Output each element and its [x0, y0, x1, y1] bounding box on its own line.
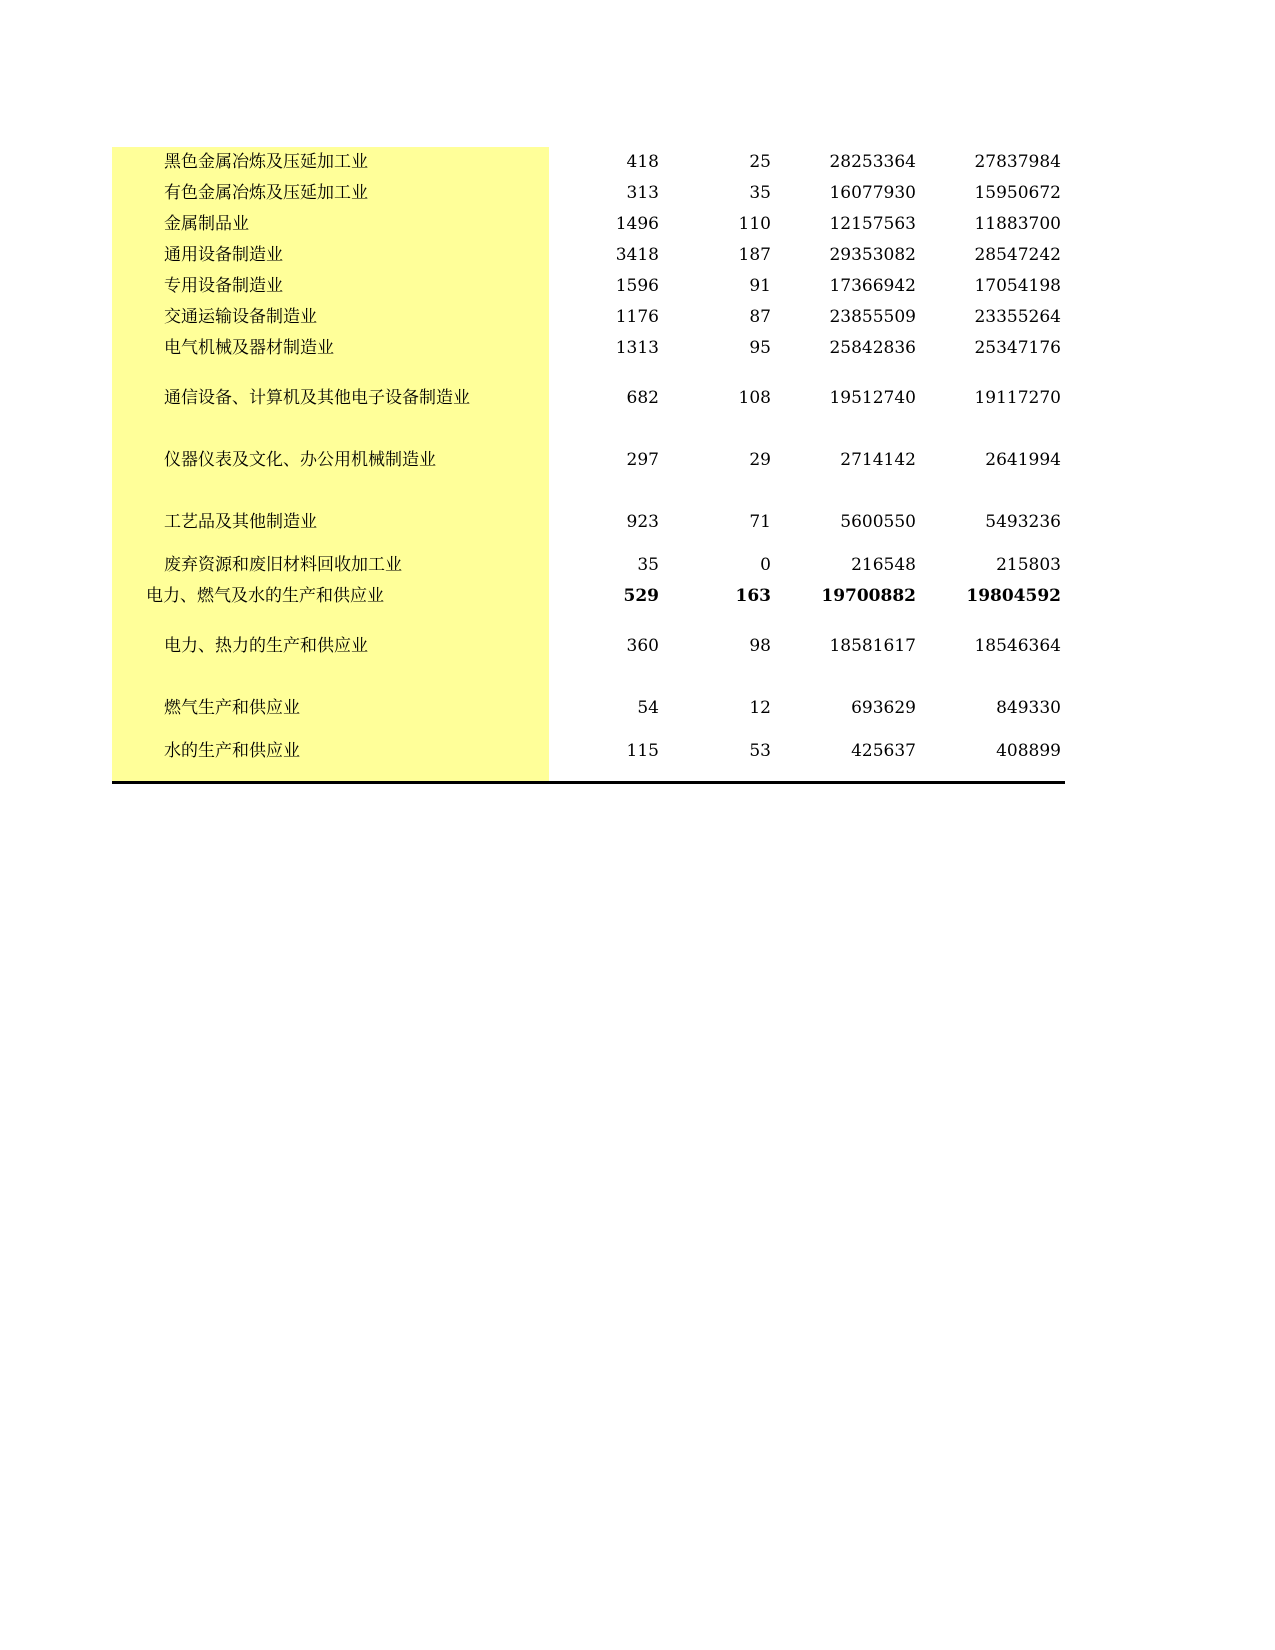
cell-col-2: 187 — [738, 245, 771, 265]
table-row — [112, 550, 1065, 581]
table-row — [112, 612, 1065, 674]
table-row — [112, 271, 1065, 302]
cell-col-3: 19700882 — [821, 586, 916, 606]
cell-col-3: 12157563 — [829, 214, 916, 234]
cell-col-2: 110 — [738, 214, 771, 234]
table-row — [112, 488, 1065, 550]
cell-col-2: 12 — [749, 698, 771, 718]
spreadsheet-table — [112, 147, 1065, 767]
cell-col-1: 115 — [626, 741, 659, 761]
row-label: 黑色金属冶炼及压延加工业 — [164, 152, 368, 172]
table-row — [112, 178, 1065, 209]
cell-col-4: 17054198 — [974, 276, 1061, 296]
cell-col-3: 29353082 — [829, 245, 916, 265]
cell-col-4: 19117270 — [974, 388, 1061, 408]
cell-col-2: 98 — [749, 636, 771, 656]
row-label: 废弃资源和废旧材料回收加工业 — [164, 555, 402, 575]
cell-col-4: 215803 — [996, 555, 1061, 575]
table-row — [112, 333, 1065, 364]
cell-col-3: 16077930 — [829, 183, 916, 203]
table-row — [112, 674, 1065, 736]
cell-col-4: 23355264 — [974, 307, 1061, 327]
cell-col-3: 425637 — [851, 741, 916, 761]
table-row — [112, 426, 1065, 488]
row-label: 电力、燃气及水的生产和供应业 — [146, 586, 384, 606]
table-row — [112, 736, 1065, 767]
cell-col-4: 19804592 — [966, 586, 1061, 606]
row-label: 通信设备、计算机及其他电子设备制造业 — [164, 388, 470, 408]
row-label: 燃气生产和供应业 — [164, 698, 300, 718]
cell-col-3: 693629 — [851, 698, 916, 718]
cell-col-1: 1496 — [615, 214, 659, 234]
cell-col-3: 25842836 — [829, 338, 916, 358]
cell-col-2: 71 — [749, 512, 771, 532]
table-row — [112, 209, 1065, 240]
row-label: 水的生产和供应业 — [164, 741, 300, 761]
cell-col-1: 54 — [637, 698, 659, 718]
row-label: 通用设备制造业 — [164, 245, 283, 265]
row-label: 有色金属冶炼及压延加工业 — [164, 183, 368, 203]
cell-col-2: 29 — [749, 450, 771, 470]
cell-col-4: 15950672 — [974, 183, 1061, 203]
row-label: 工艺品及其他制造业 — [164, 512, 317, 532]
cell-col-2: 108 — [738, 388, 771, 408]
cell-col-2: 53 — [749, 741, 771, 761]
row-label: 交通运输设备制造业 — [164, 307, 317, 327]
cell-col-4: 27837984 — [974, 152, 1061, 172]
row-label: 电力、热力的生产和供应业 — [164, 636, 368, 656]
cell-col-4: 28547242 — [974, 245, 1061, 265]
cell-col-2: 25 — [749, 152, 771, 172]
cell-col-4: 5493236 — [985, 512, 1061, 532]
table-row — [112, 581, 1065, 612]
cell-col-1: 1596 — [615, 276, 659, 296]
cell-col-4: 2641994 — [985, 450, 1061, 470]
row-label: 金属制品业 — [164, 214, 249, 234]
cell-col-1: 35 — [637, 555, 659, 575]
cell-col-1: 682 — [626, 388, 659, 408]
cell-col-1: 1176 — [615, 307, 659, 327]
cell-col-3: 216548 — [851, 555, 916, 575]
cell-col-4: 408899 — [996, 741, 1061, 761]
table-body — [112, 147, 1065, 767]
cell-col-3: 17366942 — [829, 276, 916, 296]
table-row — [112, 302, 1065, 333]
cell-col-1: 418 — [626, 152, 659, 172]
cell-col-3: 28253364 — [829, 152, 916, 172]
cell-col-3: 18581617 — [829, 636, 916, 656]
cell-col-4: 25347176 — [974, 338, 1061, 358]
cell-col-1: 360 — [626, 636, 659, 656]
cell-col-1: 3418 — [615, 245, 659, 265]
cell-col-2: 0 — [760, 555, 771, 575]
row-label: 仪器仪表及文化、办公用机械制造业 — [164, 450, 436, 470]
cell-col-3: 2714142 — [840, 450, 916, 470]
cell-col-2: 91 — [749, 276, 771, 296]
cell-col-3: 5600550 — [840, 512, 916, 532]
cell-col-4: 11883700 — [974, 214, 1061, 234]
cell-col-3: 23855509 — [829, 307, 916, 327]
cell-col-1: 1313 — [615, 338, 659, 358]
table-row — [112, 240, 1065, 271]
cell-col-2: 163 — [735, 586, 771, 606]
cell-col-4: 849330 — [996, 698, 1061, 718]
table-row — [112, 364, 1065, 426]
cell-col-2: 87 — [749, 307, 771, 327]
row-label: 专用设备制造业 — [164, 276, 283, 296]
cell-col-3: 19512740 — [829, 388, 916, 408]
cell-col-1: 923 — [626, 512, 659, 532]
cell-col-1: 297 — [626, 450, 659, 470]
table-row — [112, 147, 1065, 178]
cell-col-2: 35 — [749, 183, 771, 203]
cell-col-1: 529 — [623, 586, 659, 606]
cell-col-2: 95 — [749, 338, 771, 358]
cell-col-1: 313 — [626, 183, 659, 203]
cell-col-4: 18546364 — [974, 636, 1061, 656]
table-bottom-border — [112, 781, 1065, 784]
row-label: 电气机械及器材制造业 — [164, 338, 334, 358]
